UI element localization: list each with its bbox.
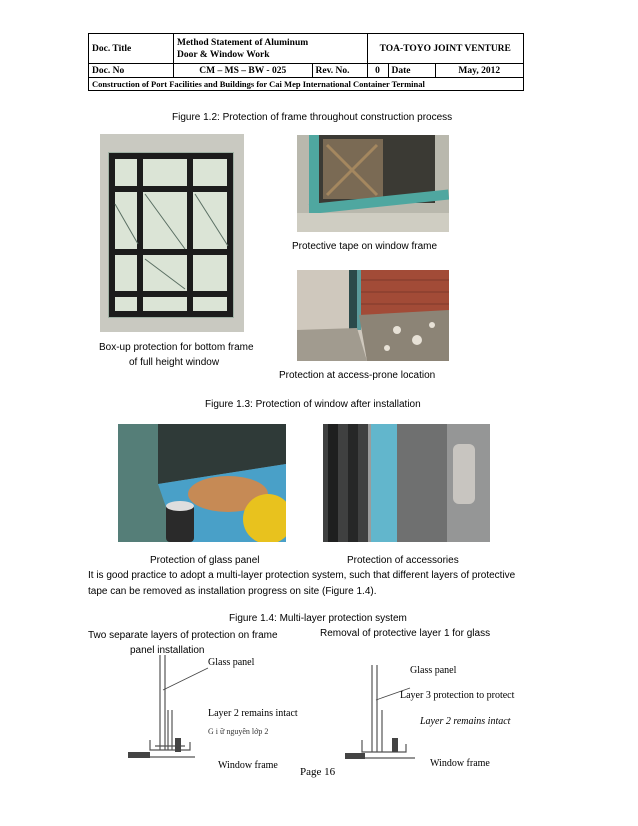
photo-box-up-window <box>100 134 244 332</box>
left-label-glass-panel: Glass panel <box>208 657 255 668</box>
window-grid-illustration <box>100 134 244 332</box>
figure-1-4-right-title: Removal of protective layer 1 for glass <box>320 628 491 639</box>
doc-no-value: CM – MS – BW - 025 <box>174 64 313 78</box>
label-access-prone: Protection at access-prone location <box>279 370 436 381</box>
diagram-right-frame-section <box>340 660 450 770</box>
photo-protective-tape <box>297 135 449 232</box>
project-title: Construction of Port Facilities and Buildings for Cai Mep International Container Terminal <box>89 78 524 91</box>
tape-frame-illustration <box>297 135 449 232</box>
glass-panel-illustration <box>118 424 286 542</box>
label-protective-tape: Protective tape on window frame <box>292 241 438 252</box>
right-label-layer3: Layer 3 protection to protect <box>400 690 515 701</box>
right-label-window-frame: Window frame <box>430 758 490 769</box>
rev-label: Rev. No. <box>312 64 367 78</box>
rev-value: 0 <box>367 64 388 78</box>
figure-1-4-caption: Figure 1.4: Multi-layer protection system <box>229 613 407 624</box>
doc-title-line2: Door & Window Work <box>177 49 270 60</box>
page-number: Page 16 <box>300 766 336 778</box>
right-label-glass-panel: Glass panel <box>410 665 457 676</box>
left-label-window-frame: Window frame <box>218 760 278 771</box>
figure-1-3-caption: Figure 1.3: Protection of window after installation <box>205 399 421 410</box>
figure-1-2-caption: Figure 1.2: Protection of frame throughout construction process <box>172 112 453 123</box>
paragraph-multi-layer <box>88 568 558 600</box>
label-box-up <box>99 340 254 370</box>
access-prone-illustration <box>297 270 449 361</box>
label-accessories: Protection of accessories <box>347 555 459 566</box>
right-label-layer2: Layer 2 remains intact <box>420 716 511 727</box>
doc-no-label: Doc. No <box>89 64 174 78</box>
doc-title-label: Doc. Title <box>89 34 174 64</box>
photo-accessories <box>323 424 490 542</box>
date-value: May, 2012 <box>435 64 524 78</box>
company-name: TOA-TOYO JOINT VENTURE <box>367 34 524 64</box>
document-header-table <box>88 33 524 91</box>
paragraph-line1: It is good practice to adopt a multi-layer protection system, such that different layers of protective <box>88 570 516 581</box>
paragraph-line2: tape can be removed as installation progress on site (Figure 1.4). <box>88 586 377 597</box>
doc-title-line1: Method Statement of Aluminum <box>177 37 309 48</box>
doc-title-value <box>174 34 368 64</box>
accessories-illustration <box>323 424 490 542</box>
label-box-up-line1: Box-up protection for bottom frame <box>99 342 254 353</box>
label-box-up-line2: of full height window <box>129 357 220 368</box>
left-label-vn-note: G i ữ nguyên lớp 2 <box>208 727 269 736</box>
left-title-line2: panel installation <box>130 645 205 656</box>
photo-glass-panel <box>118 424 286 542</box>
left-title-line1: Two separate layers of protection on frame <box>88 630 278 641</box>
date-label: Date <box>388 64 435 78</box>
photo-access-prone <box>297 270 449 361</box>
label-glass-panel: Protection of glass panel <box>150 555 260 566</box>
left-label-layer2: Layer 2 remains intact <box>208 708 298 719</box>
